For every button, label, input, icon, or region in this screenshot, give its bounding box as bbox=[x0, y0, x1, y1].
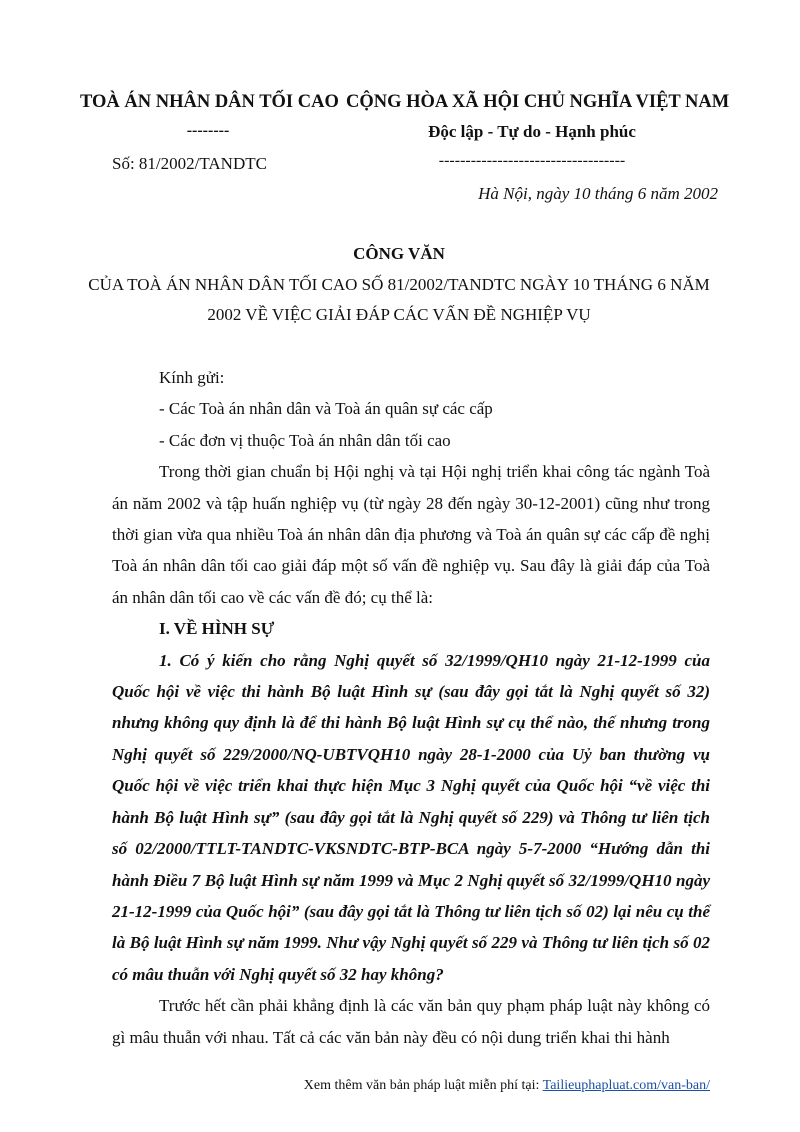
issue-date: Hà Nội, ngày 10 tháng 6 năm 2002 bbox=[478, 184, 718, 203]
document-title: CỦA TOÀ ÁN NHÂN DÂN TỐI CAO SỐ 81/2002/TANDTC NGÀY 10 THÁNG 6 NĂM 2002 VỀ VIỆC GIẢI ĐÁP CÁC VẤN ĐỀ NGHIỆP VỤ bbox=[88, 275, 710, 324]
national-motto: Độc lập - Tự do - Hạnh phúc bbox=[428, 122, 636, 141]
answer-paragraph: Trước hết cần phải khẳng định là các văn bản quy phạm pháp luật này không có gì mâu thuẫn với nhau. Tất cả các văn bản này đều có nội dung triển khai thi hành bbox=[112, 996, 710, 1047]
footer-link[interactable]: Tailieuphapluat.com/van-ban/ bbox=[542, 1078, 710, 1093]
footer bbox=[304, 1078, 710, 1094]
recipient-item: - Các Toà án nhân dân và Toà án quân sự các cấp bbox=[159, 399, 493, 419]
footer-text: Xem thêm văn bản pháp luật miễn phí tại: bbox=[303, 1078, 540, 1093]
document-type: CÔNG VĂN bbox=[353, 244, 445, 263]
country-name: CỘNG HÒA XÃ HỘI CHỦ NGHĨA VIỆT NAM bbox=[346, 92, 730, 112]
question-paragraph: 1. Có ý kiến cho rằng Nghị quyết số 32/1999/QH10 ngày 21-12-1999 của Quốc hội về việc thi hành Bộ luật Hình sự (sau đây gọi tắt là Nghị quyết số 32) nhưng không quy định là để thi hành Bộ luật Hình sự cụ thể nào, thế nhưng trong Nghị quyết số 229/2000/NQ-UBTVQH10 ngày 28-1-2000 của Uỷ ban thường vụ Quốc hội về việc triển khai thực hiện Mục 3 Nghị quyết của Quốc hội “về việc thi hành Bộ luật Hình sự” (sau đây gọi tắt là Nghị quyết số 229) và Thông tư liên tịch số 02/2000/TTLT-TANDTC-VKSNDTC-BTP-BCA ngày 5-7-2000 “Hướng dẫn thi hành Điều 7 Bộ luật Hình sự năm 1999 và Mục 2 Nghị quyết số 32/1999/QH10 ngày 21-12-1999 của Quốc hội” (sau đây gọi tắt là Thông tư liên tịch số 02) lại nêu cụ thể là Bộ luật Hình sự năm 1999. Như vậy Nghị quyết số 229 và Thông tư liên tịch số 02 có mâu thuẫn với Nghị quyết số 32 hay không? bbox=[112, 650, 710, 984]
document-number: Số: 81/2002/TANDTC bbox=[112, 154, 267, 173]
intro-paragraph: Trong thời gian chuẩn bị Hội nghị và tại Hội nghị triển khai công tác ngành Toà án năm 2002 và tập huấn nghiệp vụ (từ ngày 28 đến ngày 30-12-2001) cũng như trong thời gian vừa qua nhiều Toà án nhân dân địa phương và Toà án quân sự các cấp đề nghị Toà án nhân dân tối cao giải đáp một số vấn đề nghiệp vụ. Sau đây là giải đáp của Toà án nhân dân tối cao về các vấn đề đó; cụ thể là: bbox=[112, 462, 710, 607]
salutation: Kính gửi: bbox=[159, 368, 225, 387]
document-body bbox=[112, 362, 710, 1053]
issuing-court: TOÀ ÁN NHÂN DÂN TỐI CAO bbox=[80, 92, 339, 112]
left-separator: -------- bbox=[186, 122, 230, 139]
right-separator: ----------------------------------- bbox=[438, 152, 626, 169]
section-heading: I. VỀ HÌNH SỰ bbox=[159, 619, 275, 639]
recipient-item: - Các đơn vị thuộc Toà án nhân dân tối cao bbox=[159, 430, 451, 450]
